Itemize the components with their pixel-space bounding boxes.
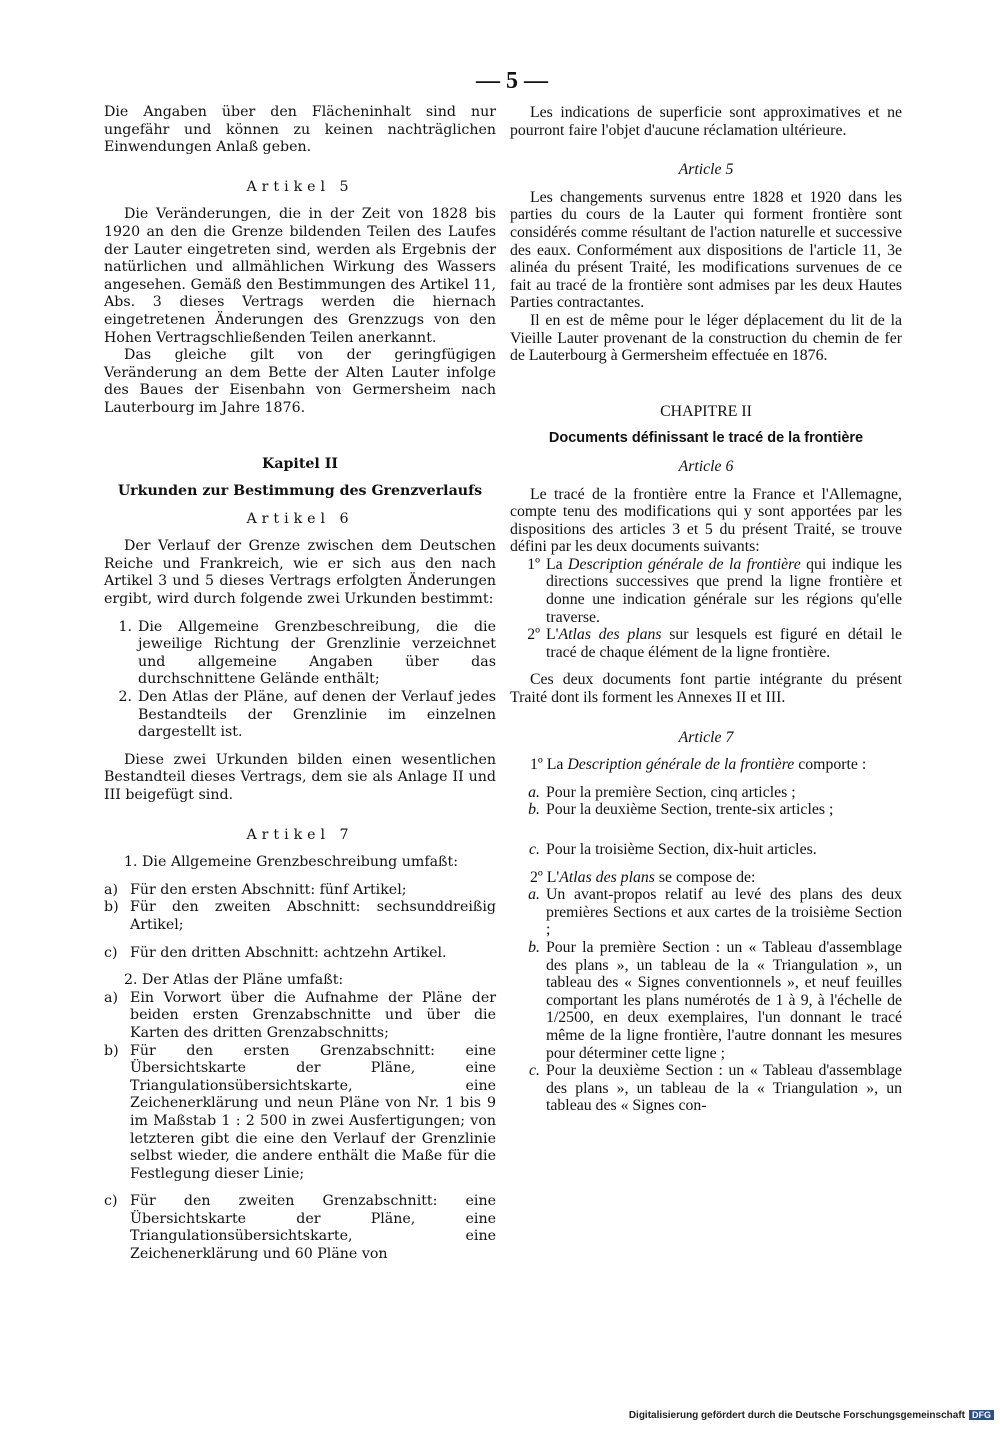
list-item: c) Für den dritten Abschnitt: achtzehn Artikel. [104,944,447,961]
chapter-title: Urkunden zur Bestimmung des Grenzverlaufs [117,483,483,500]
list-item: a. Pour la première Section, cinq articles ; [528,783,796,801]
article-7-heading: Artikel 7 [246,826,354,843]
intro-paragraph: Die Angaben über den Flächeninhalt sind nur ungefähr und können zu keinen nachträglichen Einwendungen Anlaß geben. [104,104,496,156]
article-5-heading: Article 5 [678,161,734,179]
list-item: 2. Den Atlas der Pläne, auf denen der Verlauf jedes Bestandteils der Grenzlinie im einzelnen dargestellt ist. [118,689,496,741]
page-number: — 5 — [476,68,548,94]
dfg-logo: DFG [969,1410,994,1420]
article-5-heading: Artikel 5 [246,178,354,195]
list-item: a. Un avant-propos relatif au levé des plans des deux premières Sections et aux cartes de la troisième Section ; [528,886,902,939]
chapter-heading: Kapitel II [261,455,338,472]
chapter-title: Documents définissant le tracé de la frontière [548,430,864,447]
article-6-paragraph-2: Ces deux documents font partie intégrante du présent Traité dont ils forment les Annexes II et III. [510,671,902,707]
list-item: b. Pour la première Section : un « Tableau d'assemblage des plans », un tableau de la « Triangulation », un tableau des « Signes conventionnels », et neuf feuilles comportant les plans numérotés de 1 à 9, à l'échelle de 1/2500, en deux exemplaires, l'un donnant le tracé même de la ligne frontière, l'autre donnant les mesures pour déterminer cette ligne ; [528,938,902,1062]
article-5-paragraph-1: Die Veränderungen, die in der Zeit von 1828 bis 1920 an den die Grenze bildenden Teilen des Laufes der Lauter eingetreten sind, werden als Ergebnis der natürlichen und allmählichen Wirkung des Wassers angesehen. Gemäß den Bestimmungen des Artikel 11, Abs. 3 dieses Vertrags werden die hiernach eingetretenen Änderungen des Grenzzugs von den Hohen Vertragschließenden Teilen anerkannt. [104,206,496,346]
german-column [104,104,496,1264]
list-item: 2º L'Atlas des plans sur lesquels est figuré en détail le tracé de chaque élément de la ligne frontière. [527,626,902,661]
article-6-paragraph-1: Le tracé de la frontière entre la France et l'Allemagne, compte tenu des modifications qui y sont apportées par les dispositions des articles 3 et 5 du présent Traité, se trouve défini par les deux documents suivants: [510,485,902,556]
article-7-paragraph-1: 1. Die Allgemeine Grenzbeschreibung umfaßt: [124,854,458,871]
list-item: a) Für den ersten Abschnitt: fünf Artikel; [104,881,407,898]
intro-paragraph: Les indications de superficie sont approximatives et ne pourront faire l'objet d'aucune réclamation ultérieure. [510,104,902,139]
article-7-paragraph-2: 2º L'Atlas des plans se compose de: [530,868,756,886]
article-6-paragraph-1: Der Verlauf der Grenze zwischen dem Deutschen Reiche und Frankreich, wie er sich aus den nach Artikel 3 und 5 dieses Vertrags erfolgten Änderungen ergibt, wird durch folgende zwei Urkunden bestimmt: [104,538,496,608]
list-item: 1º La Description générale de la frontière qui indique les directions successives que prend la ligne frontière et donne une indication générale sur les régions qu'elle traverse. [527,555,902,626]
article-7-heading: Article 7 [678,728,734,746]
list-item: b) Für den zweiten Abschnitt: sechsunddreißig Artikel; [104,899,496,933]
list-item: c. Pour la deuxième Section : un « Tableau d'assemblage des plans », un tableau de la « Triangulation », un tableau des « Signes con- [529,1062,902,1115]
list-item: b) Für den ersten Grenzabschnitt: eine Übersichtskarte der Pläne, eine Triangulationsübersichtskarte, eine Zeichenerklärung und neun Pläne von Nr. 1 bis 9 im Maßstab 1 : 2 500 in zwei Ausfertigungen; von letzteren gibt die eine den Verlauf der Grenzlinie selbst wieder, die andere enthält die Maße für die Festlegung dieser Linie; [104,1042,496,1182]
article-7-paragraph-2: 2. Der Atlas der Pläne umfaßt: [124,972,344,989]
footer-text: Digitalisierung gefördert durch die Deutsche Forschungsgemeinschaft [628,1410,965,1421]
article-5-paragraph-1: Les changements survenus entre 1828 et 1920 dans les parties du cours de la Lauter qui forment frontière sont considérés comme résultant de l'action naturelle et successive des eaux. Conformément aux dispositions de l'article 11, 3e alinéa du présent Traité, les modifications survenues de ce fait au tracé de la frontière sont admises par les deux Hautes Parties contractantes. [510,188,902,312]
article-5-paragraph-2: Das gleiche gilt von der geringfügigen Veränderung an dem Bette der Alten Lauter infolge des Baues der Eisenbahn von Germersheim nach Lauterbourg im Jahre 1876. [104,347,496,416]
article-6-heading: Article 6 [678,457,734,475]
digitization-footer [0,1410,1000,1421]
article-6-heading: Artikel 6 [246,510,354,527]
list-item: c) Für den zweiten Grenzabschnitt: eine Übersichtskarte der Pläne, eine Triangulationsübersichtskarte, eine Zeichenerklärung und 60 Pläne von [104,1193,496,1263]
chapter-heading: CHAPITRE II [660,402,752,420]
list-item: 1. Die Allgemeine Grenzbeschreibung, die die jeweilige Richtung der Grenzlinie verzeichnet und allgemeine Angaben über das durchschnittene Gelände enthält; [118,618,496,688]
list-item: b. Pour la deuxième Section, trente-six articles ; [528,801,834,819]
article-7-paragraph-1: 1º La Description générale de la frontière comporte : [530,756,867,774]
article-6-paragraph-2: Diese zwei Urkunden bilden einen wesentlichen Bestandteil dieses Vertrags, dem sie als Anlage II und III beigefügt sind. [104,751,496,803]
list-item: a) Ein Vorwort über die Aufnahme der Pläne der beiden ersten Grenzabschnitte und über die Karten des dritten Grenzabschnitts; [104,989,496,1041]
french-column [510,104,902,1115]
list-item: c. Pour la troisième Section, dix-huit articles. [529,841,817,858]
article-5-paragraph-2: Il en est de même pour le léger déplacement du lit de la Vieille Lauter provenant de la construction du chemin de fer de Lauterbourg à Germersheim effectuée en 1876. [510,311,902,365]
